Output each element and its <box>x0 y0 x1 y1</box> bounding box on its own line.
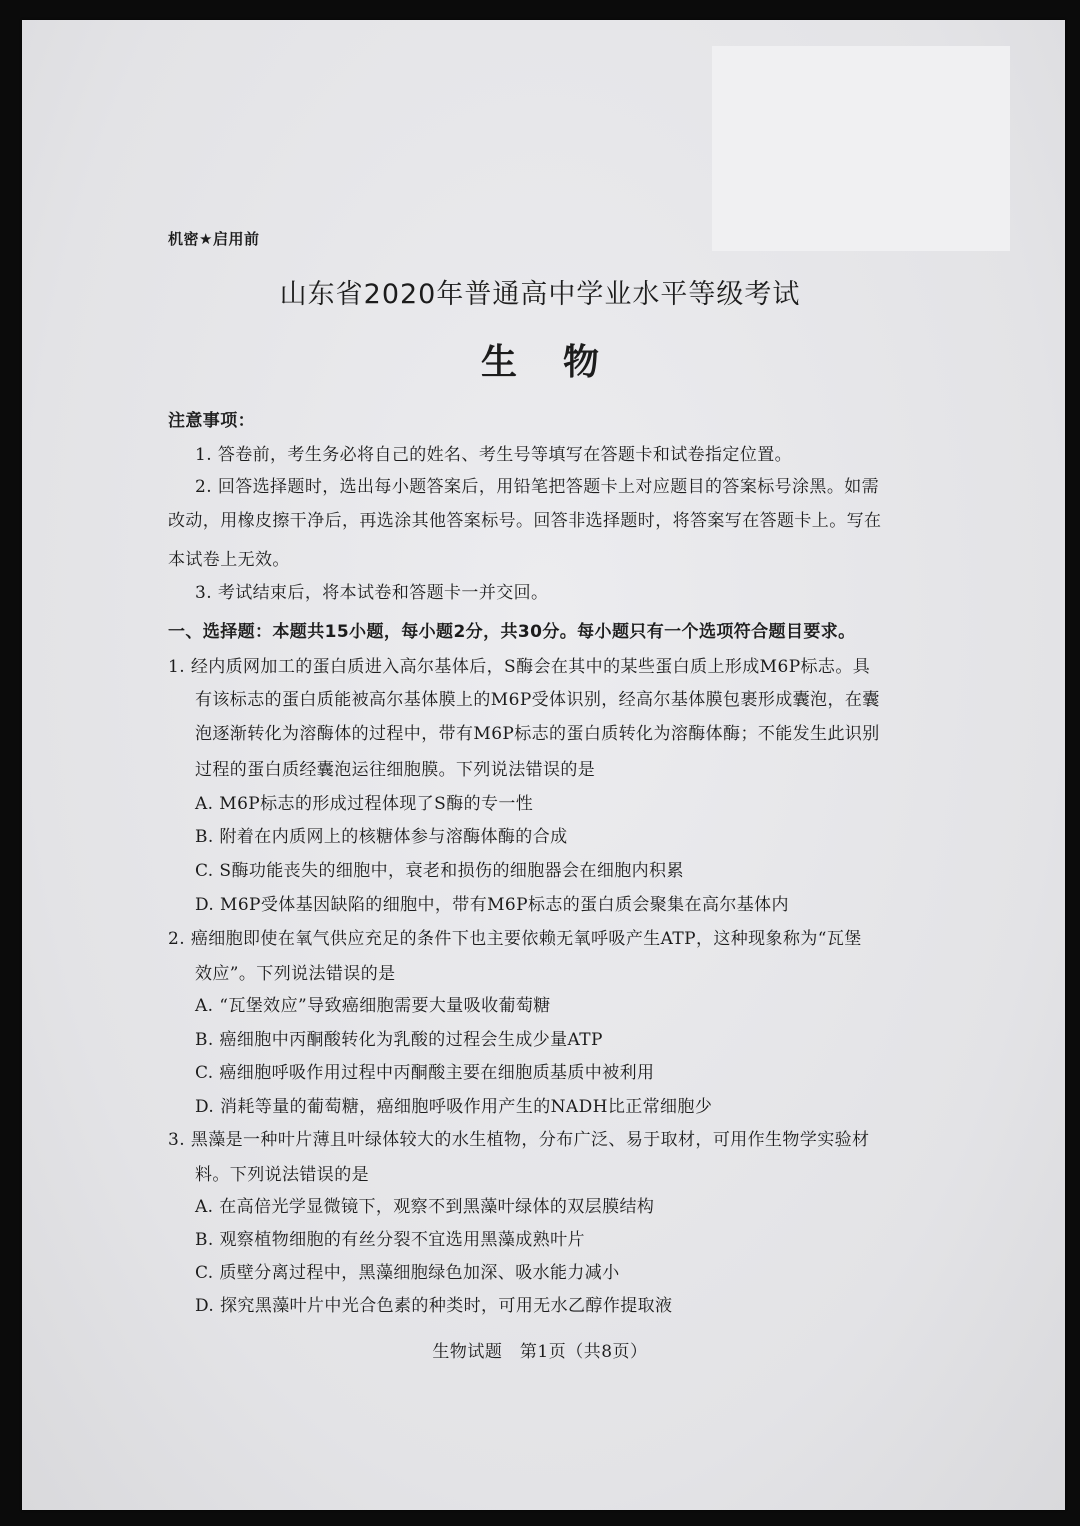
question-stem: 1. 经内质网加工的蛋白质进入高尔基体后，S酶会在其中的某些蛋白质上形成M6P标志。具 <box>168 657 871 677</box>
question-option: B. 癌细胞中丙酮酸转化为乳酸的过程会生成少量ATP <box>195 1030 603 1050</box>
question-option: A. 在高倍光学显微镜下，观察不到黑藻叶绿体的双层膜结构 <box>195 1197 655 1217</box>
notice-item-cont: 本试卷上无效。 <box>168 550 290 570</box>
question-stem: 3. 黑藻是一种叶片薄且叶绿体较大的水生植物，分布广泛、易于取材，可用作生物学实验材 <box>168 1130 870 1150</box>
question-stem: 泡逐渐转化为溶酶体的过程中，带有M6P标志的蛋白质转化为溶酶体酶；不能发生此识别 <box>195 724 880 744</box>
question-stem: 2. 癌细胞即使在氧气供应充足的条件下也主要依赖无氧呼吸产生ATP，这种现象称为“瓦堡 <box>168 929 862 949</box>
notice-item: 3. 考试结束后，将本试卷和答题卡一并交回。 <box>195 583 549 603</box>
question-stem: 效应”。下列说法错误的是 <box>195 964 396 984</box>
notice-item: 1. 答卷前，考生务必将自己的姓名、考生号等填写在答题卡和试卷指定位置。 <box>195 445 793 465</box>
section-heading: 一、选择题：本题共15小题，每小题2分，共30分。每小题只有一个选项符合题目要求。 <box>168 622 856 642</box>
question-option: A. M6P标志的形成过程体现了S酶的专一性 <box>195 794 534 814</box>
question-option: C. 癌细胞呼吸作用过程中丙酮酸主要在细胞质基质中被利用 <box>195 1063 655 1083</box>
question-option: C. S酶功能丧失的细胞中，衰老和损伤的细胞器会在细胞内积累 <box>195 861 684 881</box>
question-stem: 料。下列说法错误的是 <box>195 1165 369 1185</box>
page-footer: 生物试题 第1页（共8页） <box>432 1342 648 1362</box>
exam-title: 山东省2020年普通高中学业水平等级考试 <box>279 279 801 310</box>
subject-title: 生物 <box>480 342 645 383</box>
question-option: D. 消耗等量的葡萄糖，癌细胞呼吸作用产生的NADH比正常细胞少 <box>195 1097 713 1117</box>
question-option: B. 观察植物细胞的有丝分裂不宜选用黑藻成熟叶片 <box>195 1230 585 1250</box>
question-option: D. 探究黑藻叶片中光合色素的种类时，可用无水乙醇作提取液 <box>195 1296 673 1316</box>
question-stem: 有该标志的蛋白质能被高尔基体膜上的M6P受体识别，经高尔基体膜包裹形成囊泡，在囊 <box>195 690 880 710</box>
confidential-label: 机密★启用前 <box>168 230 260 248</box>
question-option: B. 附着在内质网上的核糖体参与溶酶体酶的合成 <box>195 827 568 847</box>
question-option: A. “瓦堡效应”导致癌细胞需要大量吸收葡萄糖 <box>195 996 551 1016</box>
question-option: C. 质壁分离过程中，黑藻细胞绿色加深、吸水能力减小 <box>195 1263 620 1283</box>
question-option: D. M6P受体基因缺陷的细胞中，带有M6P标志的蛋白质会聚集在高尔基体内 <box>195 895 789 915</box>
notice-item-cont: 改动，用橡皮擦干净后，再选涂其他答案标号。回答非选择题时，将答案写在答题卡上。写在 <box>168 511 882 531</box>
notice-item: 2. 回答选择题时，选出每小题答案后，用铅笔把答题卡上对应题目的答案标号涂黑。如需 <box>195 477 880 497</box>
notice-heading: 注意事项： <box>168 411 255 431</box>
redacted-box <box>712 46 1010 251</box>
question-stem: 过程的蛋白质经囊泡运往细胞膜。下列说法错误的是 <box>195 760 596 780</box>
